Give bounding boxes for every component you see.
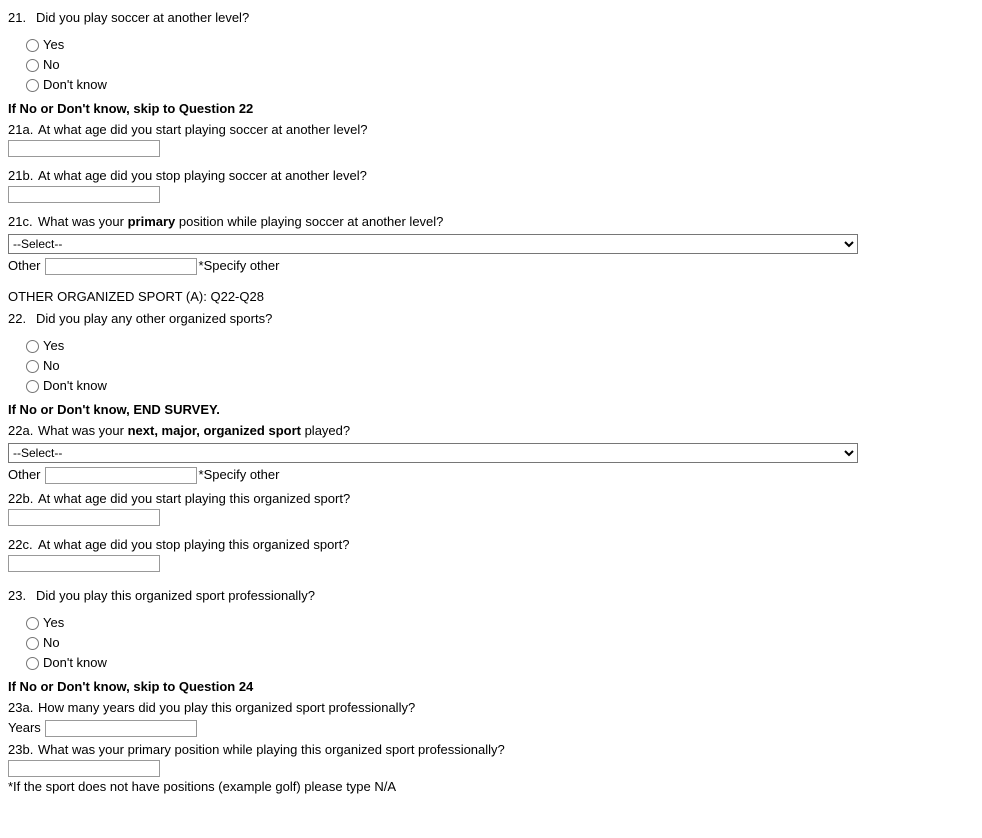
radio-input-q23-yes[interactable] <box>26 617 39 630</box>
radio-q22-dontknow[interactable] <box>26 377 974 395</box>
question-21b-text: At what age did you stop playing soccer at another level? <box>38 168 367 183</box>
question-22-skip-note <box>8 401 974 418</box>
section-heading-other-organized-sport: OTHER ORGANIZED SPORT (A): Q22-Q28 <box>8 289 264 304</box>
question-23-options <box>8 614 974 672</box>
radio-label-q23-no: No <box>43 635 60 650</box>
question-22a-text-before: What was your <box>38 423 128 438</box>
question-21c-number: 21c. <box>8 214 33 229</box>
question-23b-input[interactable] <box>8 760 160 777</box>
question-22-options <box>8 337 974 395</box>
radio-input-q21-yes[interactable] <box>26 39 39 52</box>
radio-input-q23-no[interactable] <box>26 637 39 650</box>
question-22a-text-bold: next, major, organized sport <box>127 423 301 438</box>
question-22b-label <box>8 490 974 507</box>
radio-label-q22-dontknow: Don't know <box>43 378 107 393</box>
question-23-skip-note: If No or Don't know, skip to Question 24 <box>8 679 254 694</box>
radio-label-q21-yes: Yes <box>43 37 65 52</box>
question-21c-text-before: What was your <box>38 214 128 229</box>
question-21c-specify-note: *Specify other <box>198 257 280 273</box>
question-21c-other-label: Other <box>8 257 41 273</box>
question-22-skip-note-bold: END SURVEY. <box>133 402 220 417</box>
question-23b-label <box>8 741 974 758</box>
question-22b-number: 22b. <box>8 491 34 506</box>
question-22-skip-note-prefix: If No or Don't know, <box>8 402 134 417</box>
question-22b-input[interactable] <box>8 509 160 526</box>
question-21 <box>8 10 974 26</box>
question-21b-label <box>8 167 974 184</box>
question-23 <box>8 588 974 604</box>
question-21b-number: 21b. <box>8 168 34 183</box>
question-22a-number: 22a. <box>8 423 34 438</box>
question-21a-text: At what age did you start playing soccer at another level? <box>38 122 368 137</box>
radio-label-q22-yes: Yes <box>43 338 65 353</box>
question-21c-other-row <box>8 256 974 275</box>
question-22c-number: 22c. <box>8 537 33 552</box>
question-21-number: 21. <box>8 10 27 25</box>
question-22c-label <box>8 536 974 553</box>
question-23-text: Did you play this organized sport professionally? <box>36 588 315 603</box>
radio-input-q21-dontknow[interactable] <box>26 79 39 92</box>
question-21-text: Did you play soccer at another level? <box>36 10 250 25</box>
question-21c-text-after: position while playing soccer at another level? <box>175 214 444 229</box>
question-22-number: 22. <box>8 311 27 326</box>
radio-q21-dontknow[interactable] <box>26 76 974 94</box>
question-21a-number: 21a. <box>8 122 34 137</box>
question-23a-label <box>8 699 974 716</box>
question-23-number: 23. <box>8 588 27 603</box>
question-21c-other-input[interactable] <box>45 258 197 275</box>
question-22a-other-label: Other <box>8 466 41 482</box>
radio-label-q22-no: No <box>43 358 60 373</box>
question-23a-number: 23a. <box>8 700 34 715</box>
radio-label-q21-no: No <box>43 57 60 72</box>
question-22b-text: At what age did you start playing this organized sport? <box>38 491 351 506</box>
question-23a-text: How many years did you play this organized sport professionally? <box>38 700 416 715</box>
question-21c-select[interactable] <box>8 234 858 254</box>
question-23a-years-label: Years <box>8 719 41 735</box>
question-22c-text: At what age did you stop playing this organized sport? <box>38 537 350 552</box>
question-23b-text: What was your primary position while playing this organized sport professionally? <box>38 742 505 757</box>
question-21a-input[interactable] <box>8 140 160 157</box>
question-21-skip-note: If No or Don't know, skip to Question 22 <box>8 101 254 116</box>
radio-q21-no[interactable] <box>26 56 974 74</box>
radio-q23-yes[interactable] <box>26 614 974 632</box>
question-22a-select[interactable] <box>8 443 858 463</box>
radio-input-q23-dontknow[interactable] <box>26 657 39 670</box>
question-22a-specify-note: *Specify other <box>198 466 280 482</box>
radio-input-q21-no[interactable] <box>26 59 39 72</box>
radio-label-q23-dontknow: Don't know <box>43 655 107 670</box>
question-22a-other-input[interactable] <box>45 467 197 484</box>
question-23a-input[interactable] <box>45 720 197 737</box>
radio-input-q22-no[interactable] <box>26 360 39 373</box>
question-23-footnote: *If the sport does not have positions (example golf) please type N/A <box>8 779 397 794</box>
radio-input-q22-yes[interactable] <box>26 340 39 353</box>
question-21c-label <box>8 213 974 230</box>
question-21b-input[interactable] <box>8 186 160 203</box>
radio-q22-yes[interactable] <box>26 337 974 355</box>
question-21c-text-bold: primary <box>127 214 176 229</box>
radio-input-q22-dontknow[interactable] <box>26 380 39 393</box>
question-22a-label <box>8 422 974 439</box>
radio-q23-no[interactable] <box>26 634 974 652</box>
radio-q23-dontknow[interactable] <box>26 654 974 672</box>
question-22c-input[interactable] <box>8 555 160 572</box>
radio-label-q23-yes: Yes <box>43 615 65 630</box>
radio-label-q21-dontknow: Don't know <box>43 77 107 92</box>
question-22a-text-after: played? <box>300 423 351 438</box>
question-22 <box>8 311 974 327</box>
question-21-options <box>8 36 974 94</box>
radio-q21-yes[interactable] <box>26 36 974 54</box>
question-22-text: Did you play any other organized sports? <box>36 311 273 326</box>
radio-q22-no[interactable] <box>26 357 974 375</box>
question-22a-other-row <box>8 465 974 484</box>
question-21a-label <box>8 121 974 138</box>
question-23b-number: 23b. <box>8 742 34 757</box>
question-23a-years-row <box>8 718 974 737</box>
